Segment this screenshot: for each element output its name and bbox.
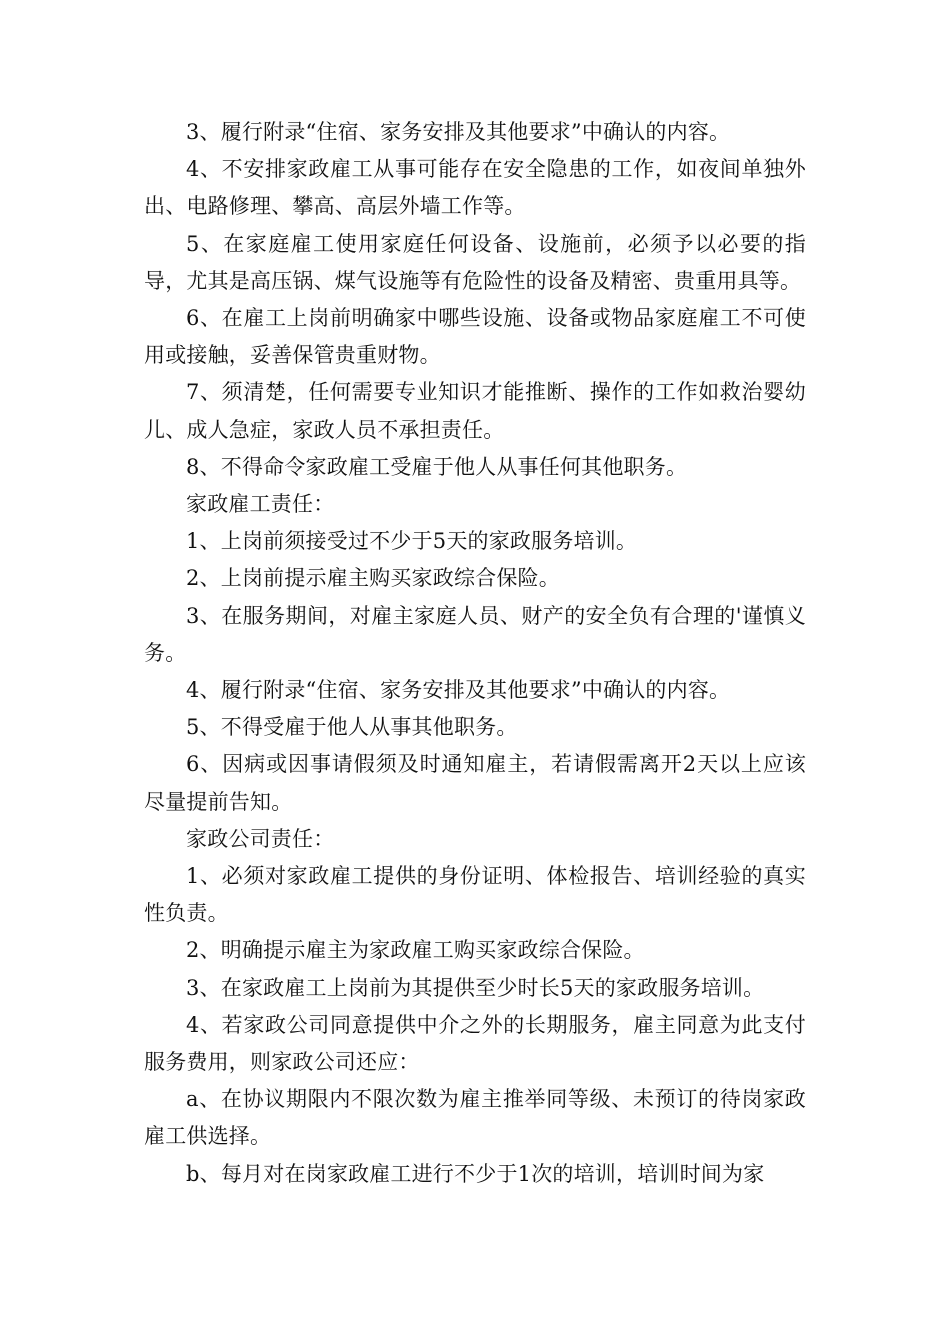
paragraph: 5、在家庭雇工使用家庭任何设备、设施前，必须予以必要的指导，尤其是高压锅、煤气设施等有危险性的设备及精密、贵重用具等。 <box>144 231 806 293</box>
section-heading: 家政公司责任： <box>186 826 335 851</box>
paragraph: 2、上岗前提示雇主购买家政综合保险。 <box>186 566 560 591</box>
paragraph: a、在协议期限内不限次数为雇主推举同等级、未预订的待岗家政雇工供选择。 <box>144 1087 806 1149</box>
paragraph: 5、不得受雇于他人从事其他职务。 <box>186 715 518 740</box>
paragraph: 6、在雇工上岗前明确家中哪些设施、设备或物品家庭雇工不可使用或接触，妥善保管贵重财物。 <box>144 306 806 368</box>
paragraph: 3、在服务期间，对雇主家庭人员、财产的安全负有合理的'谨慎义务。 <box>144 603 806 665</box>
paragraph: 3、履行附录“住宿、家务安排及其他要求”中确认的内容。 <box>186 120 731 144</box>
document-page <box>144 114 806 1193</box>
paragraph: 8、不得命令家政雇工受雇于他人从事任何其他职务。 <box>186 454 688 479</box>
paragraph: 1、必须对家政雇工提供的身份证明、体检报告、培训经验的真实性负责。 <box>144 864 806 926</box>
paragraph: 7、须清楚，任何需要专业知识才能推断、操作的工作如救治婴幼儿、成人急症，家政人员不承担责任。 <box>144 380 806 442</box>
paragraph: 4、若家政公司同意提供中介之外的长期服务，雇主同意为此支付服务费用，则家政公司还应： <box>144 1012 806 1075</box>
paragraph: 1、上岗前须接受过不少于5天的家政服务培训。 <box>186 529 638 554</box>
paragraph: 4、不安排家政雇工从事可能存在安全隐患的工作，如夜间单独外出、电路修理、攀高、高层外墙工作等。 <box>144 157 806 219</box>
section-heading: 家政雇工责任： <box>186 492 335 517</box>
paragraph: 4、履行附录“住宿、家务安排及其他要求”中确认的内容。 <box>186 678 731 703</box>
paragraph: 6、因病或因事请假须及时通知雇主，若请假需离开2天以上应该尽量提前告知。 <box>144 752 806 814</box>
paragraph: b、每月对在岗家政雇工进行不少于1次的培训，培训时间为家 <box>186 1161 765 1186</box>
paragraph: 3、在家政雇工上岗前为其提供至少时长5天的家政服务培训。 <box>186 975 765 1000</box>
paragraph: 2、明确提示雇主为家政雇工购买家政综合保险。 <box>186 938 645 963</box>
